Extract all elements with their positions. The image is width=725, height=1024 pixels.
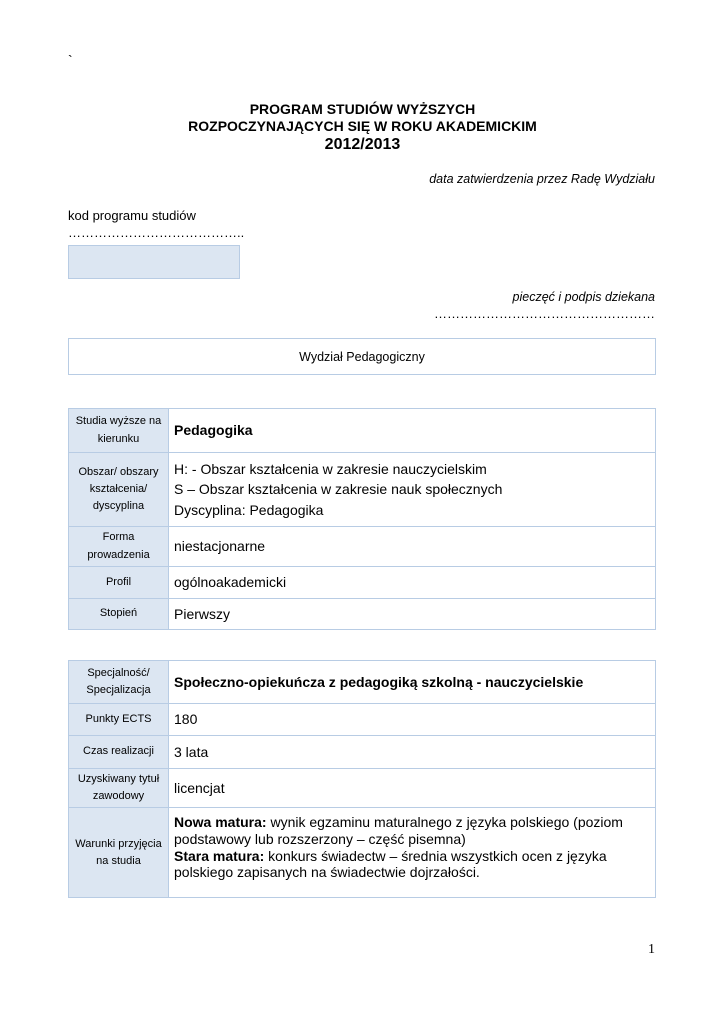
table-row — [69, 567, 656, 599]
approval-date-note: data zatwierdzenia przez Radę Wydziału — [429, 172, 655, 186]
table-row — [69, 808, 656, 898]
new-exam-label: Nowa matura: — [174, 814, 267, 831]
table-row — [69, 704, 656, 736]
row-label: Studia wyższe na kierunku — [69, 409, 169, 453]
table-row — [69, 769, 656, 808]
academic-year: 2012/2013 — [324, 136, 401, 153]
row-value: niestacjonarne — [169, 527, 656, 567]
table-row — [69, 453, 656, 527]
table-row — [69, 409, 656, 453]
stray-mark: ` — [68, 52, 73, 68]
new-exam-text: wynik egzaminu maturalnego z języka polskiego (poziom podstawowy lub rozszerzony – część pisemna) — [174, 814, 623, 847]
old-exam-text: konkurs świadectw – średnia wszystkich ocen z języka polskiego zapisanych na świadectwie dojrzałości. — [174, 847, 607, 881]
row-label: Profil — [69, 567, 169, 599]
program-code-field[interactable] — [68, 245, 240, 279]
program-code-dots: ………………………………….. — [68, 225, 245, 240]
old-exam-label: Stara matura: — [174, 847, 265, 864]
area-line-social: S – Obszar kształcenia w zakresie nauk społecznych — [174, 481, 503, 498]
row-value — [169, 808, 656, 898]
row-value: Pierwszy — [169, 599, 656, 630]
study-info-table — [68, 408, 656, 630]
row-label: Warunki przyjęcia na studia — [69, 808, 169, 898]
row-value: ogólnoakademicki — [169, 567, 656, 599]
row-label: Punkty ECTS — [69, 704, 169, 736]
row-label: Obszar/ obszary kształcenia/ dyscyplina — [69, 453, 169, 527]
program-code-label: kod programu studiów — [68, 208, 196, 223]
row-value: Społeczno-opiekuńcza z pedagogiką szkolną - nauczycielskie — [169, 661, 656, 704]
row-value: licencjat — [169, 769, 656, 808]
row-value: Pedagogika — [169, 409, 656, 453]
document-title-line-1: PROGRAM STUDIÓW WYŻSZYCH — [249, 101, 476, 117]
table-row — [69, 599, 656, 630]
row-value — [169, 453, 656, 527]
document-title-line-2: ROZPOCZYNAJĄCYCH SIĘ W ROKU AKADEMICKIM — [188, 118, 537, 134]
dean-stamp-dots: …………………………………………… — [434, 306, 655, 321]
table-row — [69, 736, 656, 769]
row-label: Uzyskiwany tytuł zawodowy — [69, 769, 169, 808]
table-row — [69, 527, 656, 567]
table-row — [69, 661, 656, 704]
faculty-name: Wydział Pedagogiczny — [299, 349, 425, 364]
row-label: Specjalność/ Specjalizacja — [69, 661, 169, 704]
page-number: 1 — [648, 942, 655, 957]
row-value: 180 — [169, 704, 656, 736]
row-label: Forma prowadzenia — [69, 527, 169, 567]
dean-stamp-label: pieczęć i podpis dziekana — [512, 290, 655, 304]
row-value: 3 lata — [169, 736, 656, 769]
area-line-humanities: H: - Obszar kształcenia w zakresie nauczycielskim — [174, 461, 487, 477]
row-label: Stopień — [69, 599, 169, 630]
discipline-line: Dyscyplina: Pedagogika — [174, 501, 324, 518]
row-label: Czas realizacji — [69, 736, 169, 769]
faculty-box — [68, 338, 656, 375]
specialization-table — [68, 660, 656, 898]
